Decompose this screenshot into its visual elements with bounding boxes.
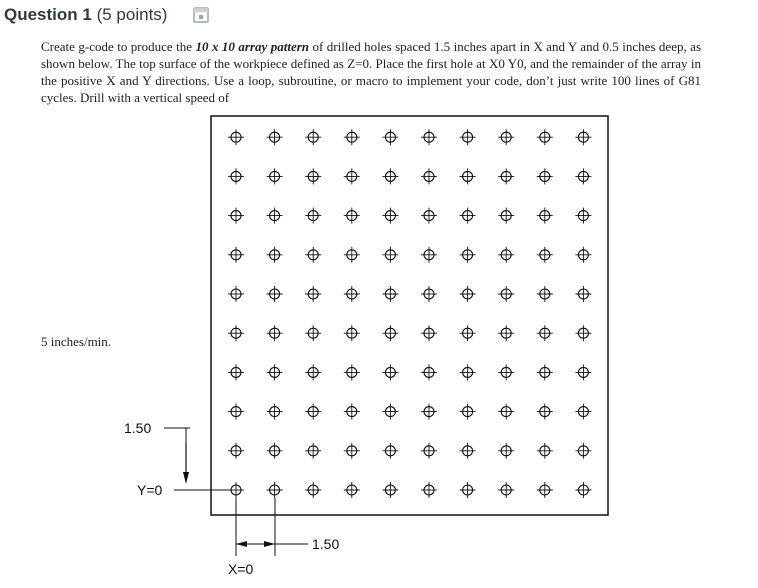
drill-hole-icon xyxy=(498,364,514,380)
drill-hole-icon xyxy=(575,168,591,184)
drill-hole-icon xyxy=(344,364,360,380)
drill-hole-icon xyxy=(498,247,514,263)
drill-hole-icon xyxy=(498,482,514,498)
y-origin-label: Y=0 xyxy=(137,482,163,498)
drill-hole-icon xyxy=(382,247,398,263)
drill-hole-icon xyxy=(228,208,244,224)
drill-hole-icon xyxy=(460,129,476,145)
drill-hole-icon xyxy=(421,247,437,263)
drill-hole-icon xyxy=(575,404,591,420)
drill-hole-icon xyxy=(228,443,244,459)
drill-hole-icon xyxy=(344,325,360,341)
drill-hole-icon xyxy=(228,364,244,380)
drill-hole-icon xyxy=(344,168,360,184)
drill-hole-icon xyxy=(498,129,514,145)
drill-hole-icon xyxy=(498,208,514,224)
drill-hole-icon xyxy=(460,364,476,380)
drill-hole-icon xyxy=(537,404,553,420)
drill-hole-icon xyxy=(421,482,437,498)
drill-hole-icon xyxy=(305,364,321,380)
drill-hole-icon xyxy=(421,443,437,459)
drill-hole-icon xyxy=(305,168,321,184)
drill-hole-icon xyxy=(498,168,514,184)
drill-hole-icon xyxy=(537,247,553,263)
drill-hole-icon xyxy=(421,404,437,420)
drill-hole-icon xyxy=(267,364,283,380)
drill-hole-icon xyxy=(267,208,283,224)
drill-hole-icon xyxy=(382,208,398,224)
drill-hole-icon xyxy=(421,286,437,302)
drill-hole-icon xyxy=(421,364,437,380)
drill-hole-icon xyxy=(228,325,244,341)
drill-hole-icon xyxy=(537,208,553,224)
drill-hole-icon xyxy=(344,404,360,420)
drill-hole-icon xyxy=(460,404,476,420)
drill-hole-icon xyxy=(228,168,244,184)
drill-hole-icon xyxy=(575,208,591,224)
workpiece-outline xyxy=(211,116,608,515)
drill-hole-icon xyxy=(267,247,283,263)
drill-hole-icon xyxy=(537,325,553,341)
drill-hole-icon xyxy=(575,129,591,145)
drill-hole-icon xyxy=(537,482,553,498)
drill-hole-icon xyxy=(382,404,398,420)
drill-hole-icon xyxy=(382,325,398,341)
drill-hole-icon xyxy=(460,168,476,184)
drill-hole-icon xyxy=(344,482,360,498)
drill-hole-icon xyxy=(228,286,244,302)
array-pattern-emphasis: 10 x 10 array pattern xyxy=(195,39,310,54)
drill-hole-icon xyxy=(305,404,321,420)
drill-hole-icon xyxy=(460,247,476,263)
drill-hole-icon xyxy=(267,404,283,420)
drill-hole-icon xyxy=(460,286,476,302)
drill-hole-icon xyxy=(575,364,591,380)
drill-hole-icon xyxy=(344,247,360,263)
drill-hole-icon xyxy=(537,443,553,459)
drill-hole-icon xyxy=(305,129,321,145)
drill-hole-icon xyxy=(537,286,553,302)
drill-hole-icon xyxy=(421,208,437,224)
drill-hole-icon xyxy=(498,404,514,420)
drill-hole-icon xyxy=(498,443,514,459)
drill-hole-icon xyxy=(344,443,360,459)
drill-hole-icon xyxy=(460,443,476,459)
drill-hole-icon xyxy=(537,129,553,145)
prompt-continuation: 5 inches/min. xyxy=(41,334,112,349)
drill-hole-icon xyxy=(421,168,437,184)
drill-hole-icon xyxy=(344,129,360,145)
hole-grid xyxy=(228,129,591,498)
drill-hole-icon xyxy=(344,286,360,302)
question-prompt: Create g-code to produce the 10 x 10 array pattern of drilled holes spaced 1.5 inches apart in X and Y and 0.5 inches deep, as shown below. The top surface of the workpiece defined as Z=0. Place the first hole at X0 Y0, and the remainder of the array in the positive X and Y directions. Use a loop, subroutine, or macro to implement your code, don’t just write 100 lines of G81 cycles. Drill with a vertical speed of xyxy=(41,39,702,105)
drill-hole-icon xyxy=(460,482,476,498)
drill-hole-icon xyxy=(228,404,244,420)
drill-hole-icon xyxy=(460,325,476,341)
x-spacing-label: 1.50 xyxy=(312,536,340,552)
drill-hole-icon xyxy=(537,168,553,184)
drill-hole-icon xyxy=(575,286,591,302)
drill-hole-icon xyxy=(305,325,321,341)
drill-hole-icon xyxy=(498,286,514,302)
drill-hole-icon xyxy=(575,325,591,341)
drill-hole-icon xyxy=(575,247,591,263)
y-spacing-label: 1.50 xyxy=(124,420,152,436)
drill-hole-icon xyxy=(267,168,283,184)
drill-hole-icon xyxy=(460,208,476,224)
drill-hole-icon xyxy=(498,325,514,341)
drill-hole-icon xyxy=(382,364,398,380)
drill-hole-icon xyxy=(382,482,398,498)
drill-hole-icon xyxy=(537,364,553,380)
drill-hole-icon xyxy=(305,443,321,459)
drill-hole-icon xyxy=(267,286,283,302)
drill-hole-icon xyxy=(382,286,398,302)
drill-hole-icon xyxy=(382,129,398,145)
y-dim-arrow xyxy=(183,472,189,484)
drill-hole-icon xyxy=(228,247,244,263)
drill-hole-icon xyxy=(344,208,360,224)
drill-hole-icon xyxy=(267,482,283,498)
drill-hole-icon xyxy=(228,129,244,145)
drill-hole-icon xyxy=(267,129,283,145)
drill-hole-icon xyxy=(575,443,591,459)
question-title: Question 1 (5 points) xyxy=(4,5,168,24)
drill-hole-icon xyxy=(421,325,437,341)
drill-hole-icon xyxy=(267,443,283,459)
x-origin-label: X=0 xyxy=(228,561,254,577)
drill-hole-icon xyxy=(267,325,283,341)
drill-hole-icon xyxy=(305,208,321,224)
drill-hole-icon xyxy=(382,443,398,459)
drill-hole-icon xyxy=(421,129,437,145)
drill-hole-icon xyxy=(305,286,321,302)
drill-hole-icon xyxy=(305,247,321,263)
drill-hole-icon xyxy=(382,168,398,184)
drill-hole-icon xyxy=(575,482,591,498)
drill-hole-icon xyxy=(305,482,321,498)
